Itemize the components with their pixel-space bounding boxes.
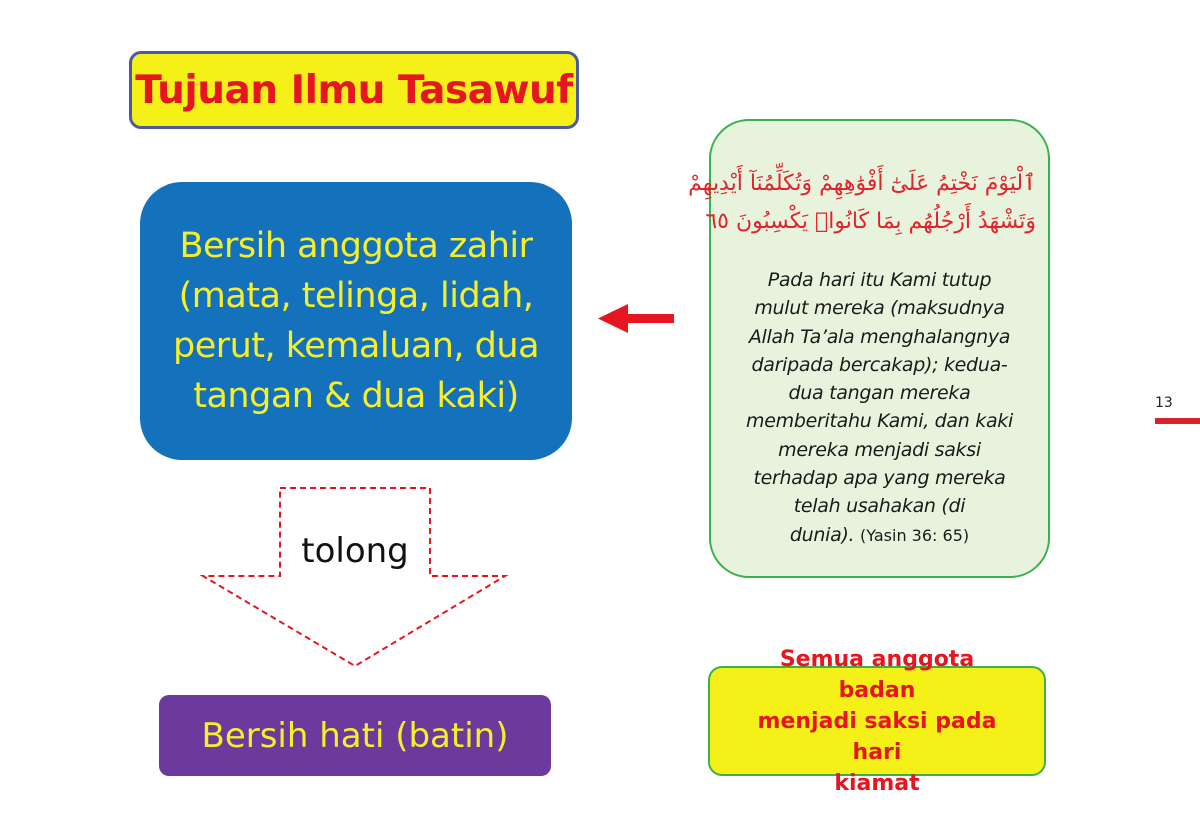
translation-line: Pada hari itu Kami tutup [767,269,992,291]
translation-line: dunia). [789,523,855,546]
translation-line: dua tangan mereka [788,382,971,405]
page-title: Tujuan Ilmu Tasawuf [135,67,573,113]
quran-verse-box [688,119,1050,578]
translation-line: daripada bercakap); kedua- [751,353,1008,376]
translation-line: mereka menjadi saksi [778,438,981,461]
outer-cleanliness-text [173,221,539,421]
inner-cleanliness-box [159,695,551,776]
witness-line: Semua anggota badan [779,646,975,703]
outer-cleanliness-line: Bersih anggota zahir [179,226,533,266]
outer-cleanliness-line: tangan & dua kaki) [193,376,519,416]
witness-line: menjadi saksi pada hari [757,708,997,765]
inner-cleanliness-text: Bersih hati (batin) [201,715,509,756]
left-arrow-icon [598,300,678,338]
verse-reference: (Yasin 36: 65) [860,525,970,545]
translation-line: terhadap apa yang mereka [753,467,1006,490]
arabic-verse-line: ٱلْيَوْمَ نَخْتِمُ عَلَىٰٓ أَفْوَٰهِهِمْ وَتُكَلِّمُنَآ أَيْدِيهِمْ [688,171,1036,196]
witness-line: kiamat [834,770,920,796]
arabic-verse [688,165,1036,241]
outer-cleanliness-box [140,182,572,460]
outer-cleanliness-line: perut, kemaluan, dua [172,326,540,366]
translation-line: Allah Ta’ala menghalangnya [748,325,1011,348]
translation-line: telah usahakan (di [793,495,966,518]
witness-text [738,644,1016,799]
page-marker-bar [1155,418,1200,424]
arabic-verse-line: وَتَشْهَدُ أَرْجُلُهُم بِمَا كَانُوا۟ يَكْسِبُونَ ٦٥ [705,209,1036,234]
translation-line: mulut mereka (maksudnya [754,297,1005,320]
down-arrow-icon [200,486,510,671]
outer-cleanliness-line: (mata, telinga, lidah, [178,276,534,316]
title-box [129,51,579,129]
verse-translation [725,266,1034,550]
witness-box [708,646,1046,796]
translation-line: memberitahu Kami, dan kaki [746,410,1013,433]
page-number: 13 [1155,395,1173,411]
arrow-label: tolong [301,531,409,571]
